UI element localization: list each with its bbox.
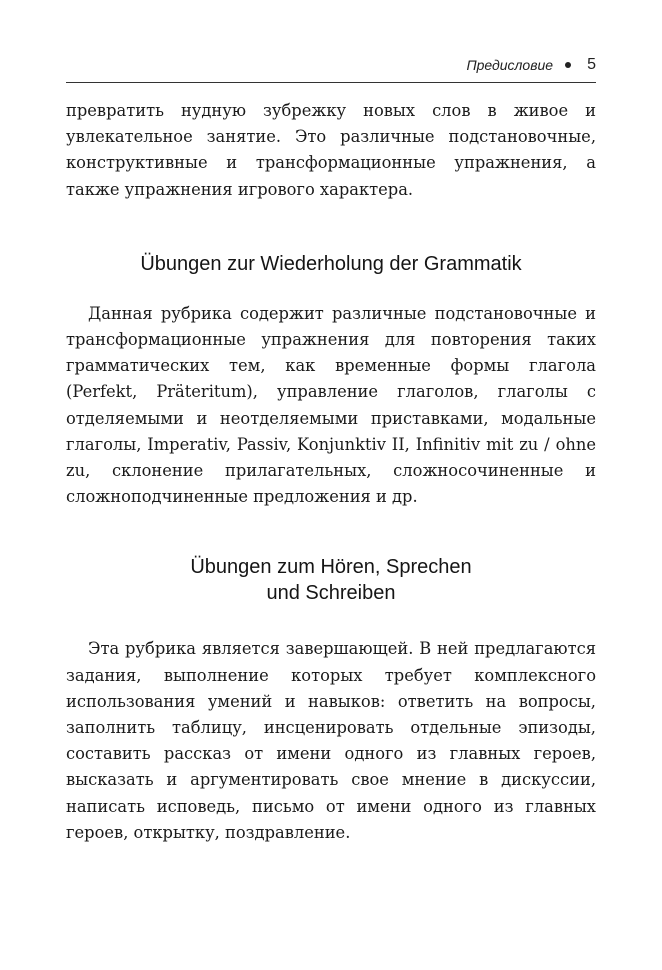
header-rule: [66, 82, 596, 83]
page-number: 5: [587, 56, 596, 73]
grammar-paragraph: Данная рубрика содержит различные подстановочные и трансформационные упражнения для повторения таких грамматических тем, как временные формы глагола (Perfekt, Präteritum), управление глаголов, глаголы с отделяемыми и неотделяемыми приставками, модальные глаголы, Imperativ, Passiv, Konjunktiv II, Infinitiv mit zu / ohne zu, склонение прилагательных, сложносочиненные и сложноподчиненные предложения и др.: [66, 303, 596, 507]
listening-heading-line2: und Schreiben: [266, 582, 396, 605]
listening-heading-line1: Übungen zum Hören, Sprechen: [190, 556, 472, 579]
grammar-heading: [66, 251, 596, 277]
listening-paragraph: Эта рубрика является завершающей. В ней предлагаются задания, выполнение которых требует комплексного использования умений и навыков: ответить на вопросы, заполнить таблицу, инсценировать отдельные эпизоды, составить рассказ от имени одного из главных героев, высказать и аргументировать свое мнение в дискуссии, написать исповедь, письмо от имени одного из главных героев, открытку, поздравление.: [66, 639, 596, 842]
running-head-section: Предисловие: [466, 57, 554, 73]
listening-heading: [66, 554, 596, 606]
page-body: [66, 98, 596, 846]
running-head: [466, 56, 596, 74]
grammar-heading-text: Übungen zur Wiederholung der Grammatik: [140, 252, 522, 275]
intro-paragraph: превратить нудную зубрежку новых слов в живое и увлекательное занятие. Это различные подстановочные, конструктивные и трансформационные упражнения, а также упражнения игрового характера.: [66, 101, 596, 199]
bullet-icon: [565, 62, 571, 68]
